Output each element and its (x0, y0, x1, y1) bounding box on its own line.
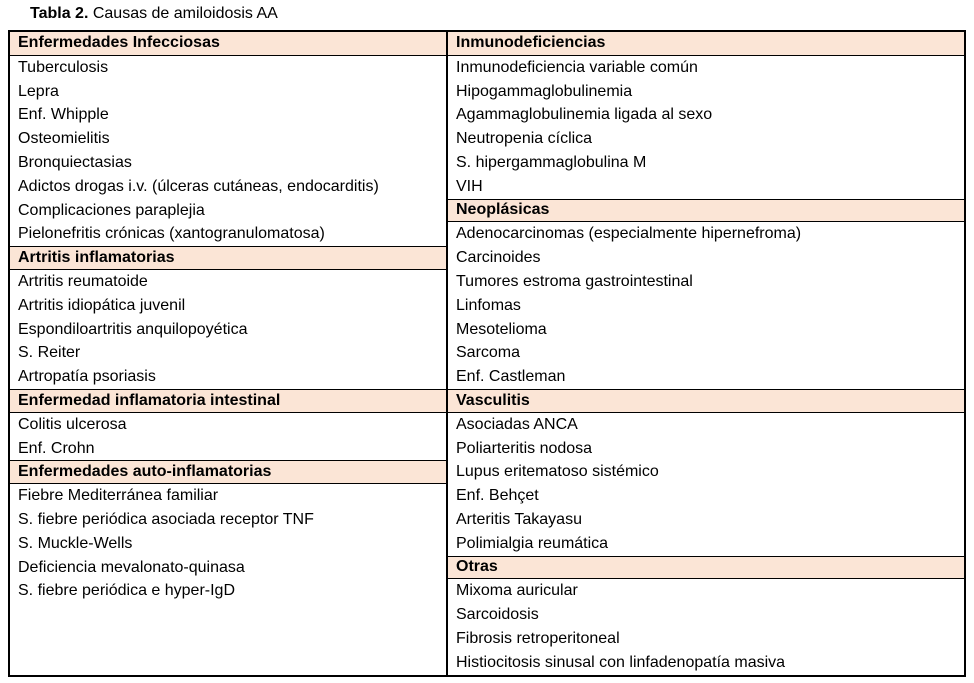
table-row: Linfomas (456, 296, 521, 314)
table-row: VIH (456, 177, 483, 195)
table-row: Lupus eritematoso sistémico (456, 463, 659, 481)
table-row: Arteritis Takayasu (456, 510, 582, 528)
table-section (10, 389, 446, 460)
table-row: Neutropenia cíclica (456, 130, 593, 148)
table-row: Deficiencia mevalonato-quinasa (18, 558, 245, 576)
table-row: Artritis reumatoide (18, 272, 148, 290)
section-header: Enfermedades auto-inflamatorias (10, 460, 446, 484)
section-body (10, 56, 446, 246)
table-row: S. fiebre periódica asociada receptor TNF (18, 510, 314, 528)
table-row: Polimialgia reumática (456, 534, 609, 552)
table-row: S. fiebre periódica e hyper-IgD (18, 582, 235, 600)
table-column-right (448, 32, 964, 675)
table-row: Adenocarcinomas (especialmente hipernefroma) (456, 225, 802, 243)
table-section (10, 32, 446, 246)
section-header: Artritis inflamatorias (10, 246, 446, 270)
table-row: Pielonefritis crónicas (xantogranulomatosa) (18, 225, 325, 243)
table-row: Enf. Castleman (456, 368, 566, 386)
section-body (10, 270, 446, 389)
table-row: Carcinoides (456, 249, 541, 267)
section-body (448, 413, 964, 556)
table-row: Mixoma auricular (456, 582, 578, 600)
section-header: Otras (448, 556, 964, 580)
table-row: Adictos drogas i.v. (úlceras cutáneas, endocarditis) (18, 177, 379, 195)
section-body (448, 56, 964, 199)
section-body (10, 413, 446, 461)
section-header: Enfermedades Infecciosas (10, 32, 446, 56)
table-row: Osteomielitis (18, 130, 110, 148)
table-row: Enf. Crohn (18, 439, 95, 457)
table-row: Artropatía psoriasis (18, 368, 156, 386)
causes-table (8, 30, 966, 677)
table-row: S. Reiter (18, 344, 81, 362)
table-row: Fibrosis retroperitoneal (456, 629, 620, 647)
table-row: Sarcoma (456, 344, 521, 362)
table-row: Fiebre Mediterránea familiar (18, 487, 219, 505)
section-header: Inmunodeficiencias (448, 32, 964, 56)
table-row: Poliarteritis nodosa (456, 439, 593, 457)
section-header: Vasculitis (448, 389, 964, 413)
table-row: Enf. Behçet (456, 487, 539, 505)
table-section (448, 389, 964, 556)
table-row: Hipogammaglobulinemia (456, 82, 633, 100)
table-caption-text: Causas de amiloidosis AA (88, 5, 278, 22)
table-row: Colitis ulcerosa (18, 415, 127, 433)
section-body (10, 484, 446, 603)
table-section (10, 460, 446, 675)
table-row: Sarcoidosis (456, 606, 539, 624)
table-row: Espondiloartritis anquilopoyética (18, 320, 248, 338)
table-row: Tumores estroma gastrointestinal (456, 272, 693, 290)
table-row: Agammaglobulinemia ligada al sexo (456, 106, 713, 124)
table-caption (30, 4, 278, 24)
table-section (10, 246, 446, 389)
section-header: Enfermedad inflamatoria intestinal (10, 389, 446, 413)
section-body (448, 579, 964, 674)
table-row: Mesotelioma (456, 320, 547, 338)
table-row: S. hipergammaglobulina M (456, 153, 647, 171)
table-row: Enf. Whipple (18, 106, 109, 124)
table-row: Artritis idiopática juvenil (18, 296, 186, 314)
table-caption-number: Tabla 2. (30, 5, 89, 22)
table-section (448, 199, 964, 389)
table-row: Bronquiectasias (18, 153, 132, 171)
table-row: Asociadas ANCA (456, 415, 578, 433)
table-row: Tuberculosis (18, 58, 109, 76)
table-section (448, 556, 964, 675)
table-row: Inmunodeficiencia variable común (456, 58, 698, 76)
table-row: Complicaciones paraplejia (18, 201, 205, 219)
table-column-left (10, 32, 448, 675)
section-body (448, 222, 964, 389)
table-row: Histiocitosis sinusal con linfadenopatía masiva (456, 653, 786, 671)
table-section (448, 32, 964, 199)
table-row: S. Muckle-Wells (18, 534, 133, 552)
table-row: Lepra (18, 82, 59, 100)
section-header: Neoplásicas (448, 199, 964, 223)
